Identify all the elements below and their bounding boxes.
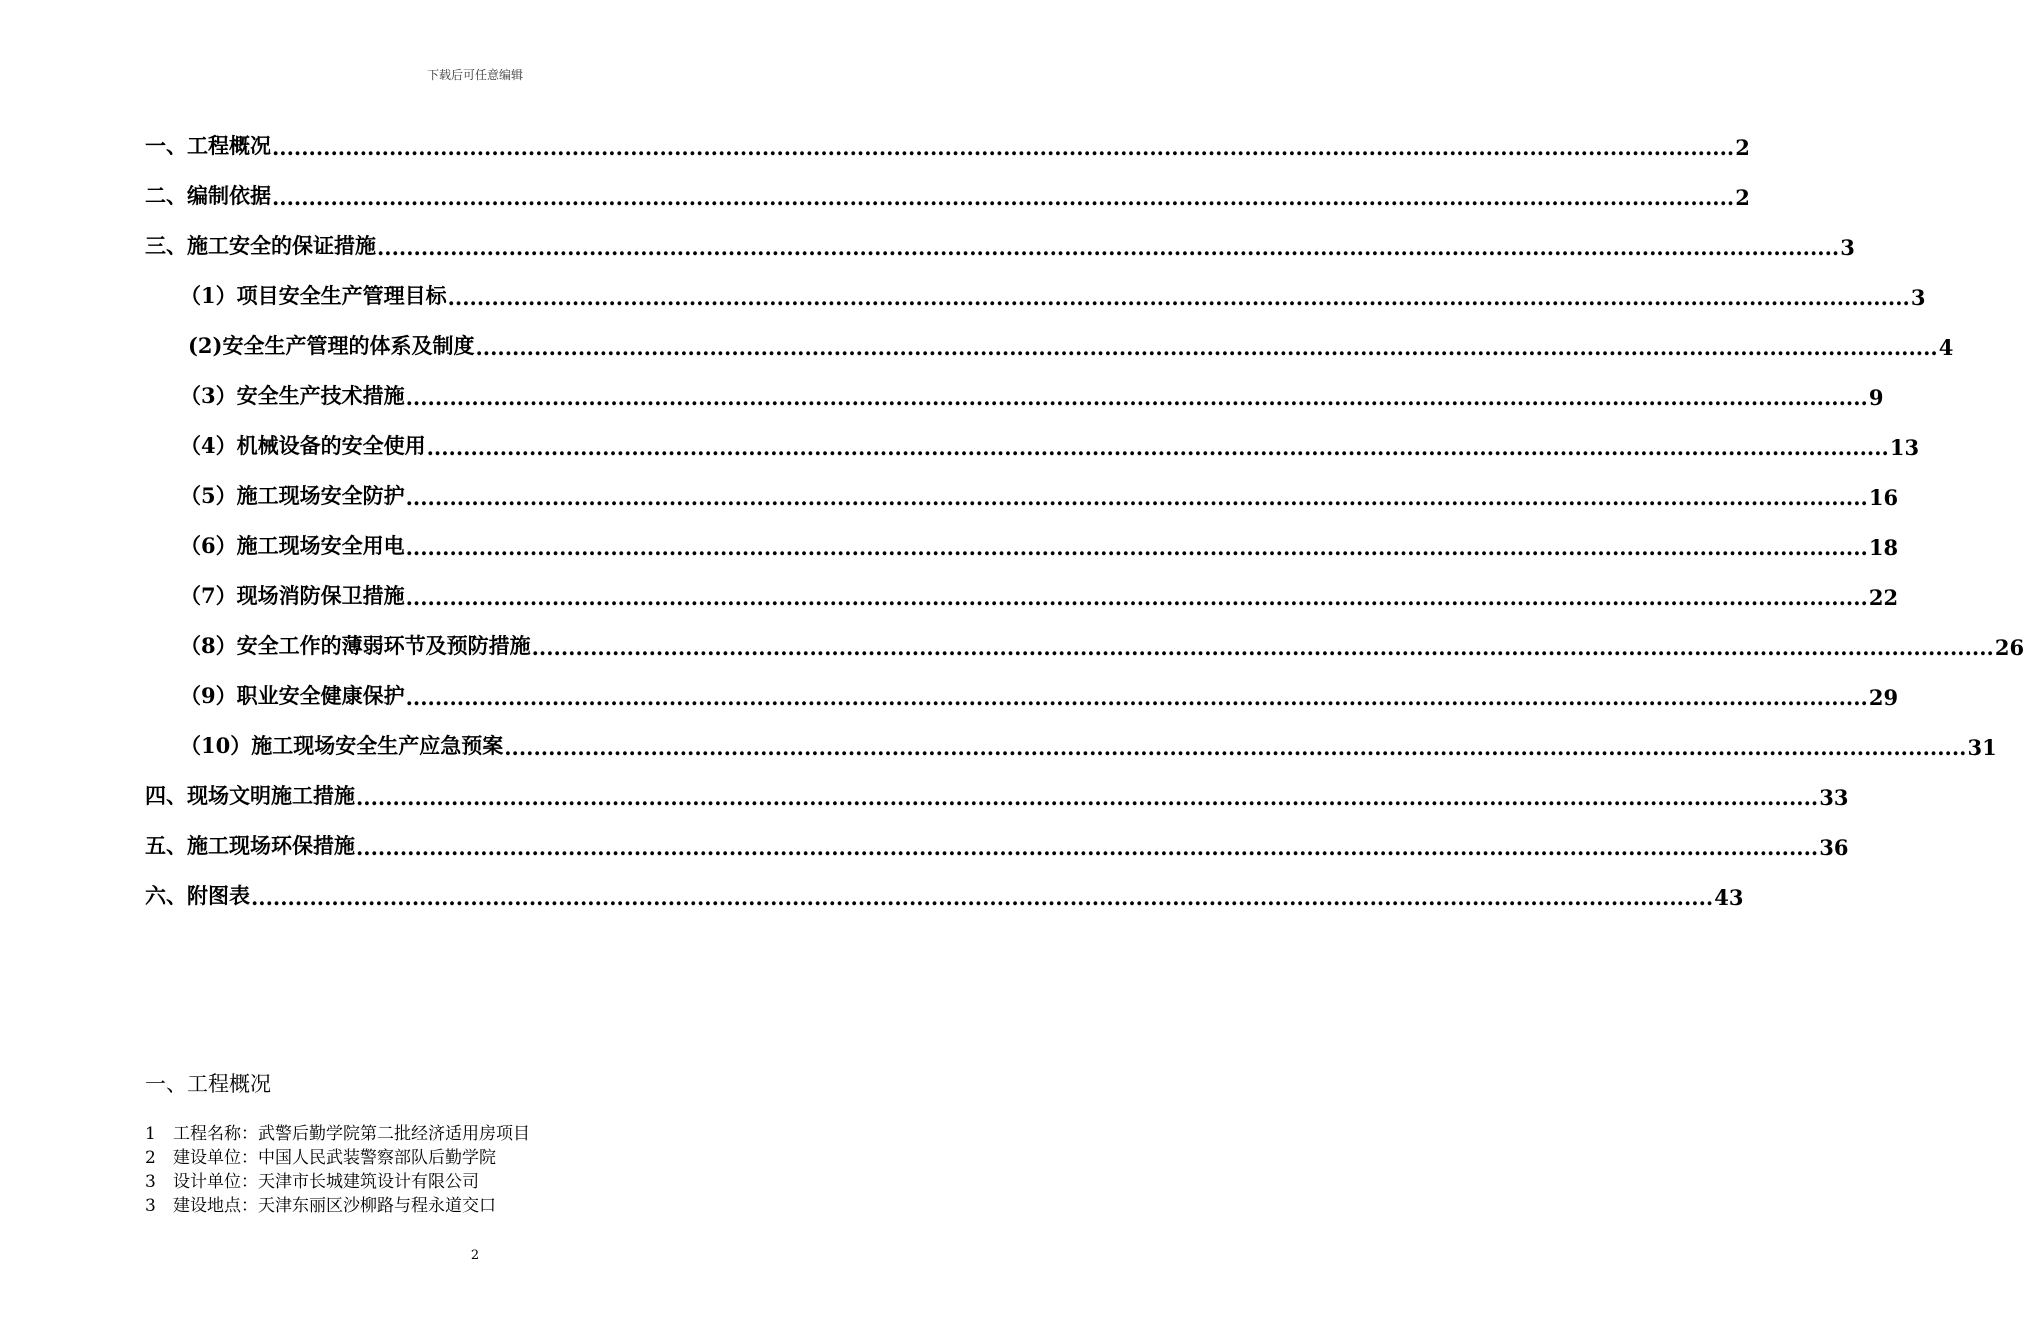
toc-entry-page: 3 bbox=[1910, 285, 1926, 310]
list-item bbox=[145, 1194, 530, 1218]
toc-entry-page: 2 bbox=[1735, 185, 1750, 210]
toc-entry-page: 43 bbox=[1714, 885, 1744, 910]
page-number: 2 bbox=[470, 1248, 480, 1263]
toc-entry-label: （4）机械设备的安全使用 bbox=[180, 433, 426, 458]
toc-leader-dots: ........................................................................................................................................................................................................ bbox=[377, 235, 1840, 260]
toc-entry-label: 四、现场文明施工措施 bbox=[145, 783, 355, 808]
list-item bbox=[145, 1170, 530, 1194]
toc-entry[interactable] bbox=[145, 830, 1849, 860]
list-item bbox=[145, 1122, 530, 1146]
toc-entry[interactable] bbox=[180, 680, 1899, 710]
toc-entry-label: (2)安全生产管理的体系及制度 bbox=[188, 333, 475, 358]
toc-leader-dots: ........................................................................................................................................................................................................ bbox=[356, 835, 1819, 860]
list-item-number: 3 bbox=[145, 1172, 156, 1192]
toc-entry-page: 13 bbox=[1889, 435, 1920, 460]
list-item-number: 2 bbox=[145, 1148, 156, 1168]
list-item-text: 建设地点：天津东丽区沙柳路与程永道交口 bbox=[173, 1196, 496, 1216]
list-item-text: 工程名称：武警后勤学院第二批经济适用房项目 bbox=[173, 1124, 530, 1144]
toc-entry-page: 26 bbox=[1994, 635, 2024, 660]
toc-entry[interactable] bbox=[180, 730, 1997, 760]
toc-entry-label: （1）项目安全生产管理目标 bbox=[180, 283, 447, 308]
toc-leader-dots: ........................................................................................................................................................................................................ bbox=[405, 535, 1868, 560]
toc-entry[interactable] bbox=[180, 530, 1899, 560]
toc-entry-page: 4 bbox=[1938, 335, 1954, 360]
toc-entry[interactable] bbox=[145, 180, 1750, 210]
toc-entry[interactable] bbox=[180, 580, 1899, 610]
project-info-list bbox=[145, 1122, 530, 1218]
list-item-text: 设计单位：天津市长城建筑设计有限公司 bbox=[173, 1172, 479, 1192]
toc-entry-label: （3）安全生产技术措施 bbox=[180, 383, 405, 408]
toc-leader-dots: ........................................................................................................................................................................................................ bbox=[504, 735, 1967, 760]
toc-entry[interactable] bbox=[188, 330, 1954, 360]
toc-leader-dots: ........................................................................................................................................................................................................ bbox=[447, 285, 1910, 310]
toc-entry-page: 2 bbox=[1735, 135, 1750, 160]
toc-entry-label: 一、工程概况 bbox=[145, 133, 271, 158]
toc-entry[interactable] bbox=[145, 780, 1849, 810]
toc-entry-page: 29 bbox=[1868, 685, 1899, 710]
toc-leader-dots: ........................................................................................................................................................................................................ bbox=[251, 885, 1714, 910]
toc-entry-label: （9）职业安全健康保护 bbox=[180, 683, 405, 708]
section-heading: 一、工程概况 bbox=[145, 1072, 271, 1096]
toc-entry[interactable] bbox=[145, 880, 1744, 910]
toc-entry-label: （5）施工现场安全防护 bbox=[180, 483, 405, 508]
toc-entry[interactable] bbox=[180, 630, 2024, 660]
list-item-number: 3 bbox=[145, 1196, 156, 1216]
toc-entry-label: 五、施工现场环保措施 bbox=[145, 833, 355, 858]
toc-leader-dots: ........................................................................................................................................................................................................ bbox=[356, 785, 1819, 810]
toc-entry-page: 16 bbox=[1868, 485, 1899, 510]
toc-entry[interactable] bbox=[180, 280, 1926, 310]
toc-leader-dots: ........................................................................................................................................................................................................ bbox=[272, 135, 1735, 160]
toc-entry-label: （7）现场消防保卫措施 bbox=[180, 583, 405, 608]
toc-entry-label: （10）施工现场安全生产应急预案 bbox=[180, 733, 504, 758]
toc-entry-label: 三、施工安全的保证措施 bbox=[145, 233, 376, 258]
list-item-number: 1 bbox=[145, 1124, 156, 1144]
toc-entry-label: （8）安全工作的薄弱环节及预防措施 bbox=[180, 633, 531, 658]
list-item-text: 建设单位：中国人民武装警察部队后勤学院 bbox=[173, 1148, 496, 1168]
toc-entry[interactable] bbox=[145, 230, 1855, 260]
toc-entry[interactable] bbox=[180, 380, 1884, 410]
toc-entry-page: 31 bbox=[1967, 735, 1997, 760]
toc-entry-page: 9 bbox=[1868, 385, 1884, 410]
toc-leader-dots: ........................................................................................................................................................................................................ bbox=[405, 585, 1868, 610]
toc-entry-label: 二、编制依据 bbox=[145, 183, 271, 208]
toc-entry-page: 22 bbox=[1868, 585, 1899, 610]
toc-leader-dots: ........................................................................................................................................................................................................ bbox=[405, 485, 1868, 510]
toc-entry-page: 33 bbox=[1819, 785, 1849, 810]
toc-leader-dots: ........................................................................................................................................................................................................ bbox=[475, 335, 1938, 360]
header-note: 下载后可任意编辑 bbox=[426, 68, 523, 82]
toc-entry[interactable] bbox=[145, 130, 1750, 160]
toc-leader-dots: ........................................................................................................................................................................................................ bbox=[405, 385, 1868, 410]
toc-leader-dots: ........................................................................................................................................................................................................ bbox=[426, 435, 1889, 460]
toc-entry-label: 六、附图表 bbox=[145, 883, 250, 908]
toc-entry-page: 18 bbox=[1868, 535, 1899, 560]
toc-leader-dots: ........................................................................................................................................................................................................ bbox=[272, 185, 1735, 210]
toc-entry-page: 3 bbox=[1840, 235, 1855, 260]
toc-entry-page: 36 bbox=[1819, 835, 1849, 860]
toc-leader-dots: ........................................................................................................................................................................................................ bbox=[531, 635, 1994, 660]
toc-entry[interactable] bbox=[180, 430, 1920, 460]
toc-leader-dots: ........................................................................................................................................................................................................ bbox=[405, 685, 1868, 710]
list-item bbox=[145, 1146, 530, 1170]
toc-entry-label: （6）施工现场安全用电 bbox=[180, 533, 405, 558]
toc-entry[interactable] bbox=[180, 480, 1899, 510]
